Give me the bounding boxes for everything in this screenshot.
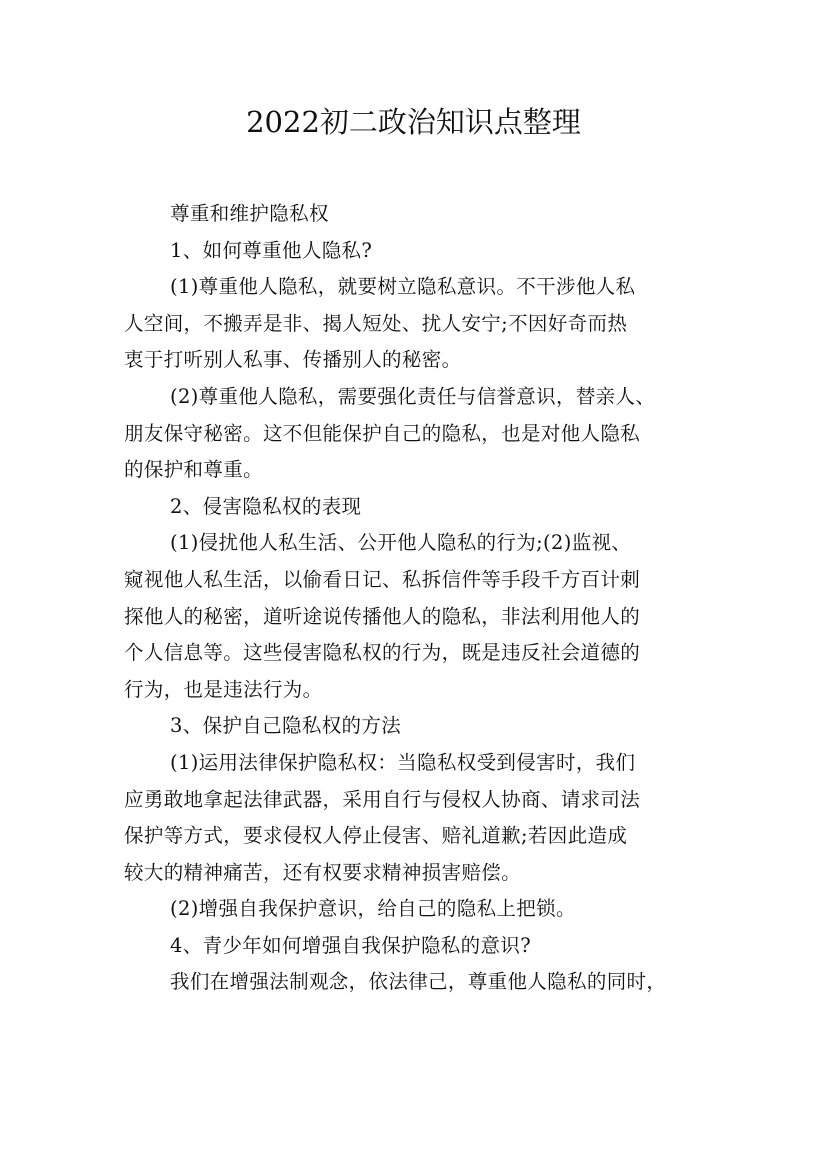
text-line: (1)尊重他人隐私，就要树立隐私意识。不干涉他人私 xyxy=(170,275,636,299)
text-line: 的保护和尊重。 xyxy=(124,458,263,482)
text-line: 尊重和维护隐私权 xyxy=(170,202,329,225)
text-line: 个人信息等。这些侵害隐私权的行为，既是违反社会道德的 xyxy=(124,641,641,665)
text-line: 朋友保守秘密。这不但能保护自己的隐私，也是对他人隐私 xyxy=(124,421,641,445)
text-line: 4、青少年如何增强自我保护隐私的意识? xyxy=(170,933,532,957)
text-line: 衷于打听别人私事、传播别人的秘密。 xyxy=(124,348,462,372)
document-title: 2022初二政治知识点整理 xyxy=(246,105,581,139)
text-line: (2)增强自我保护意识，给自己的隐私上把锁。 xyxy=(170,897,576,921)
text-line: (1)运用法律保护隐私权：当隐私权受到侵害时，我们 xyxy=(170,750,636,774)
text-line: (1)侵扰他人私生活、公开他人隐私的行为;(2)监视、 xyxy=(170,531,632,555)
text-line: 2、侵害隐私权的表现 xyxy=(170,494,362,518)
document-body xyxy=(124,196,706,1001)
text-line: 1、如何尊重他人隐私? xyxy=(170,238,373,262)
text-line: 人空间，不搬弄是非、揭人短处、扰人安宁;不因好奇而热 xyxy=(124,311,628,335)
text-line: 窥视他人私生活，以偷看日记、私拆信件等手段千方百计刺 xyxy=(124,567,641,591)
text-line: 我们在增强法制观念，依法律己，尊重他人隐私的同时， xyxy=(170,970,667,994)
text-line: 保护等方式，要求侵权人停止侵害、赔礼道歉;若因此造成 xyxy=(124,824,628,848)
text-line: 应勇敢地拿起法律武器，采用自行与侵权人协商、请求司法 xyxy=(124,787,641,811)
text-line: 行为，也是违法行为。 xyxy=(124,677,323,701)
text-line: 3、保护自己隐私权的方法 xyxy=(170,714,402,738)
text-line: 较大的精神痛苦，还有权要求精神损害赔偿。 xyxy=(124,860,522,884)
text-line: 探他人的秘密，道听途说传播他人的隐私，非法利用他人的 xyxy=(124,604,641,628)
text-line: (2)尊重他人隐私，需要强化责任与信誉意识，替亲人、 xyxy=(170,384,656,408)
